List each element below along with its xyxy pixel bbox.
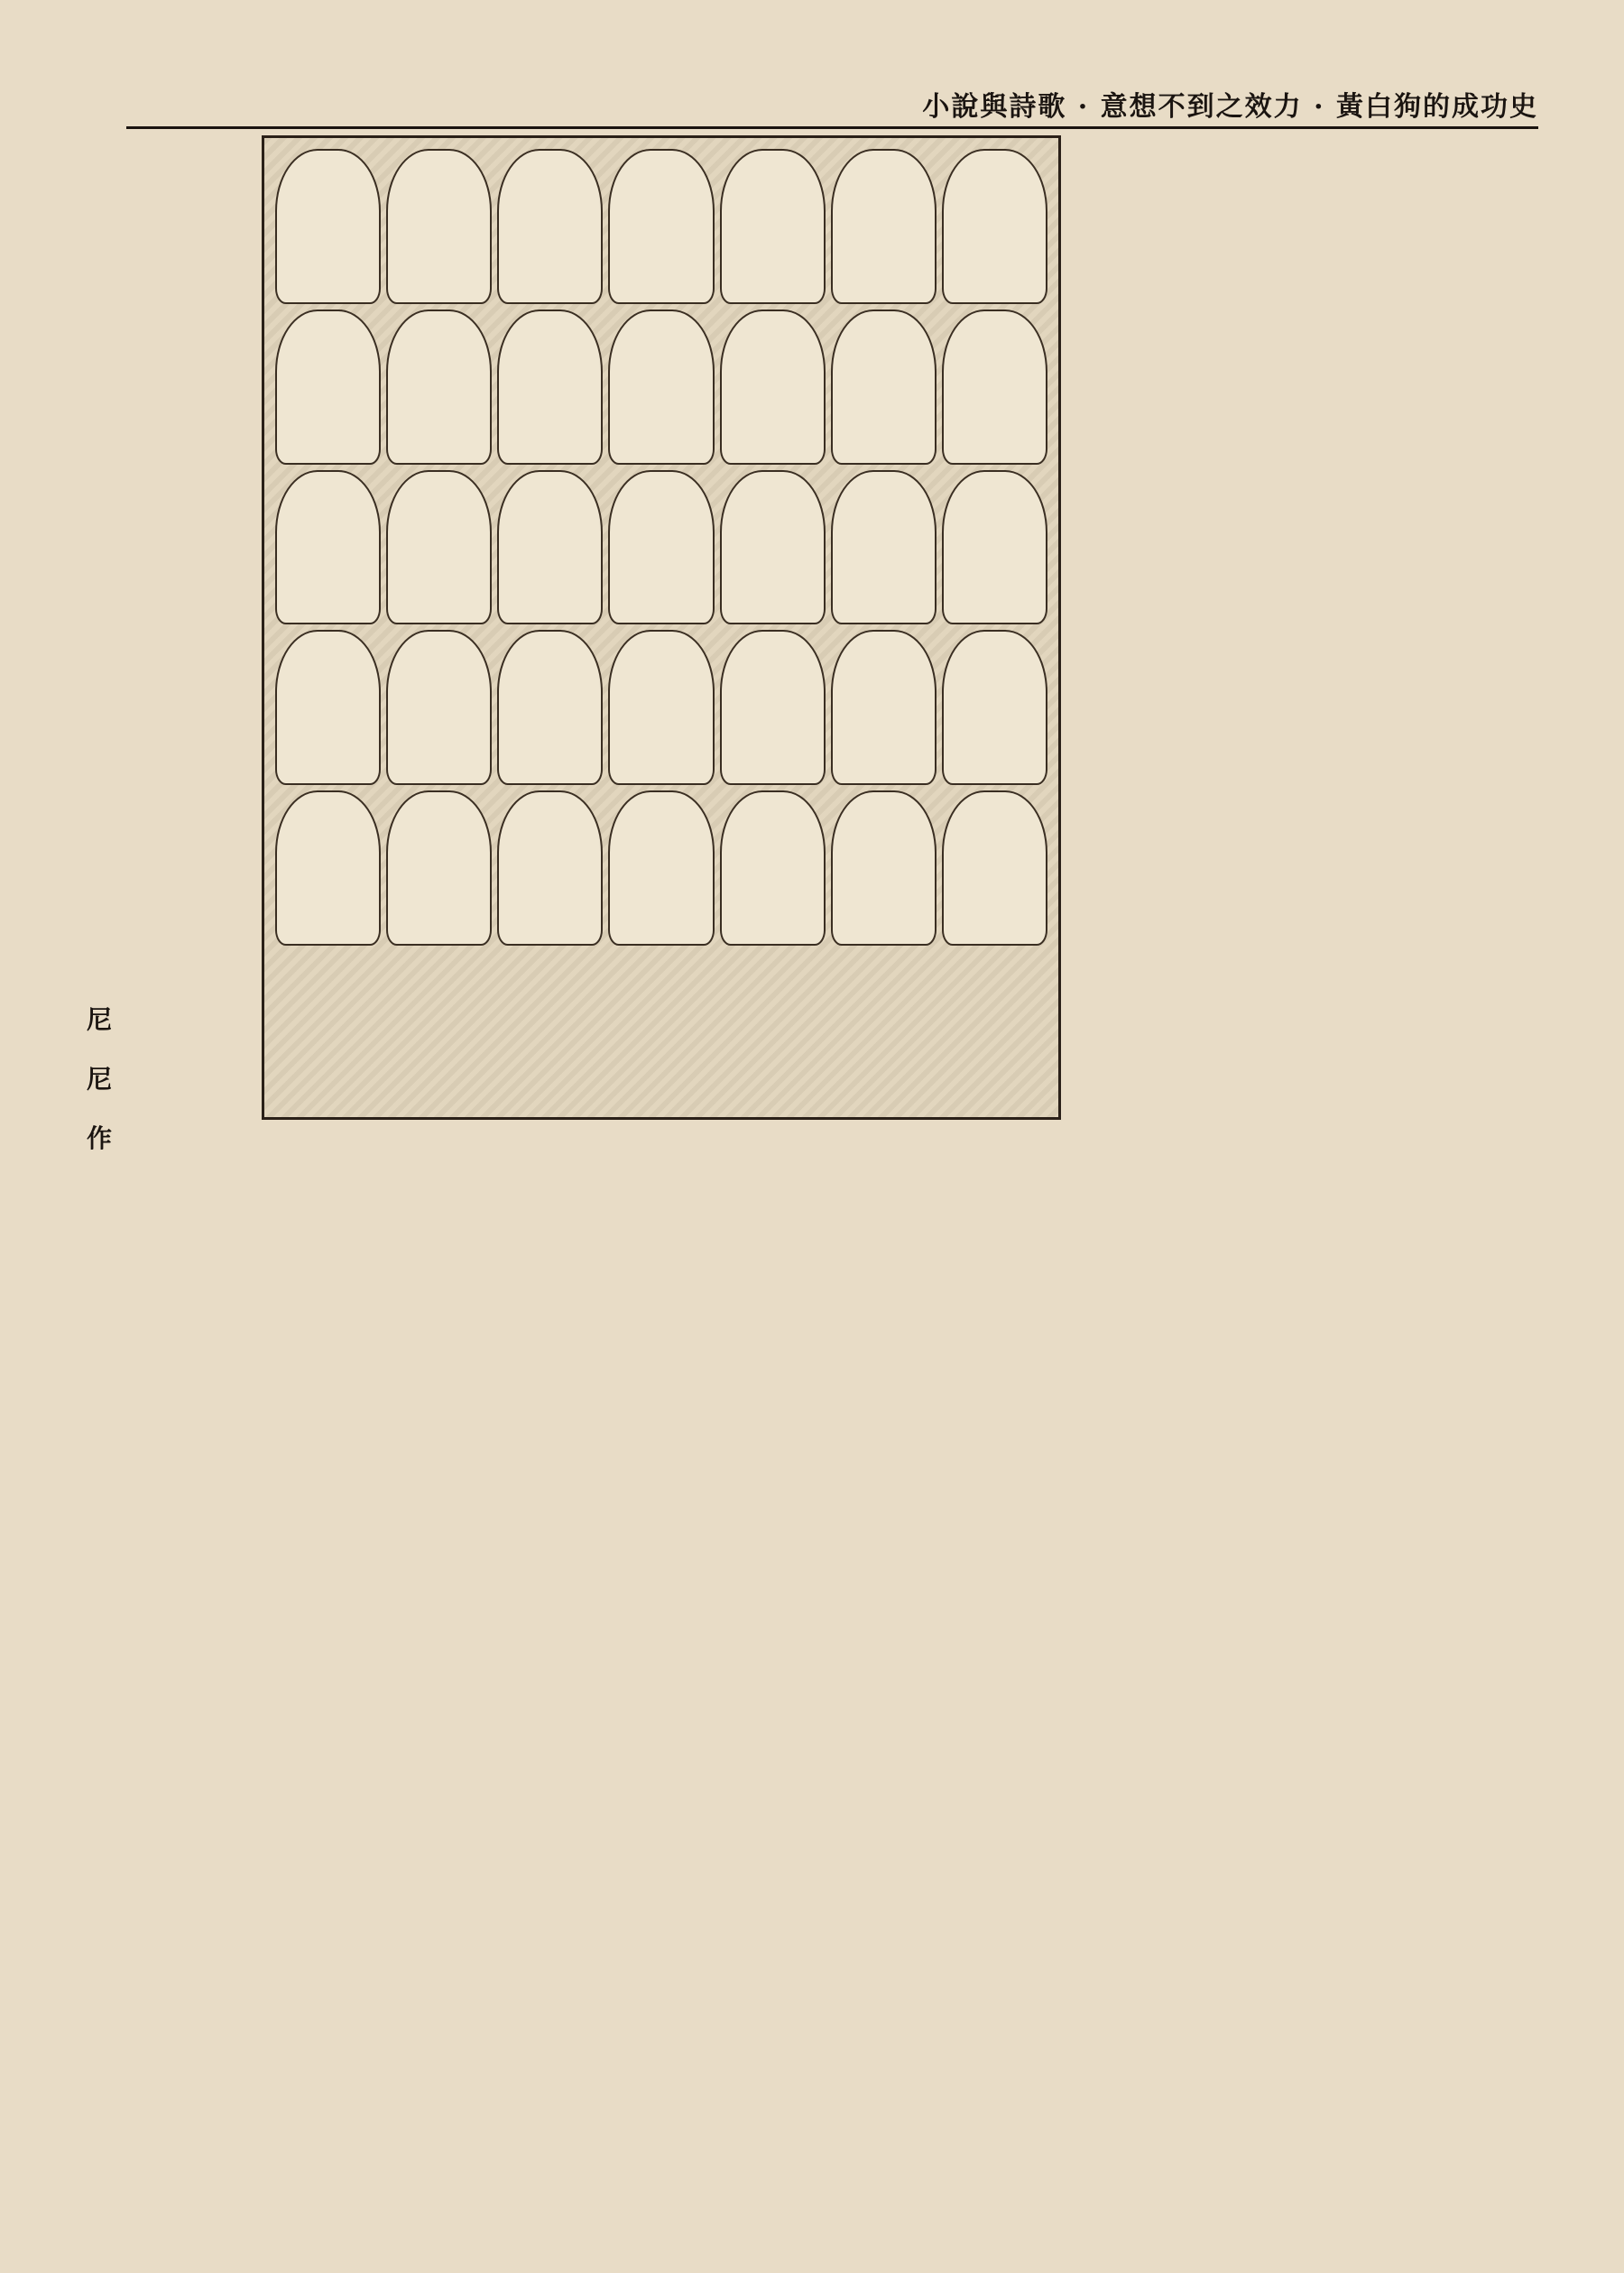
- illustration-figure: [720, 630, 826, 785]
- illustration-figure: [275, 470, 381, 625]
- illustration-figure: [608, 790, 714, 946]
- illustration-figure: [608, 310, 714, 465]
- illustration: [262, 135, 1061, 1120]
- illustration-figure: [720, 310, 826, 465]
- illustration-figure: [942, 630, 1047, 785]
- illustration-figure: [497, 310, 603, 465]
- illustration-figure: [497, 630, 603, 785]
- illustration-figure: [497, 470, 603, 625]
- illustration-figure: [831, 470, 937, 625]
- page-header: [126, 81, 1538, 129]
- illustration-figure: [831, 630, 937, 785]
- illustration-figure: [608, 149, 714, 304]
- illustration-figure: [275, 630, 381, 785]
- illustration-figure: [831, 149, 937, 304]
- illustration-figure: [386, 470, 492, 625]
- illustration-figure: [608, 470, 714, 625]
- illustration-figure: [497, 790, 603, 946]
- illustration-figure: [275, 790, 381, 946]
- illustration-figure: [942, 149, 1047, 304]
- illustration-figure: [831, 310, 937, 465]
- illustration-figure: [386, 790, 492, 946]
- illustration-figure: [831, 790, 937, 946]
- illustration-figure: [608, 630, 714, 785]
- illustration-figure: [942, 310, 1047, 465]
- illustration-figures: [264, 138, 1058, 1117]
- illustration-figure: [942, 470, 1047, 625]
- header-title: 小說與詩歌 · 意想不到之效力 · 黃白狗的成功史: [922, 91, 1538, 123]
- illustration-figure: [942, 790, 1047, 946]
- illustration-figure: [386, 149, 492, 304]
- illustration-figure: [386, 310, 492, 465]
- illustration-figure: [386, 630, 492, 785]
- illustration-figure: [275, 149, 381, 304]
- illustration-figure: [497, 149, 603, 304]
- illustration-figure: [720, 790, 826, 946]
- illustration-figure: [720, 470, 826, 625]
- illustration-figure: [720, 149, 826, 304]
- byline: 尼 尼 作: [83, 1006, 113, 1163]
- illustration-figure: [275, 310, 381, 465]
